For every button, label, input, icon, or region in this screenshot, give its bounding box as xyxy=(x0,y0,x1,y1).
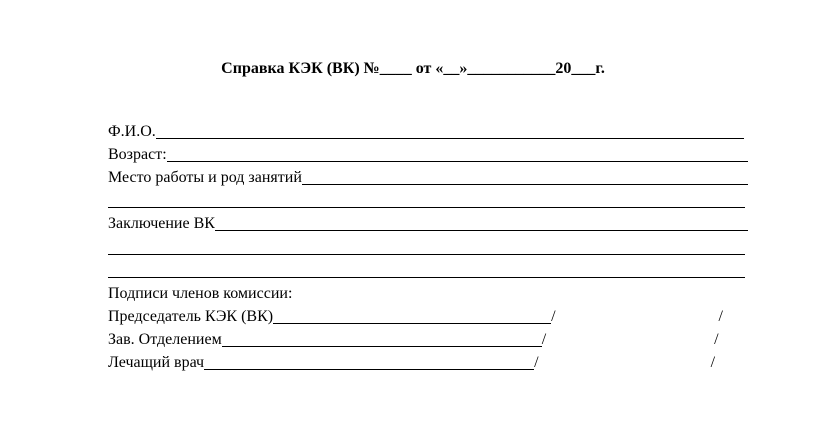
age-label: Возраст: xyxy=(108,146,167,163)
workplace-label: Место работы и род занятий xyxy=(108,169,302,186)
conclusion-blank-continued-2[interactable] xyxy=(108,276,745,278)
attending-doctor-slash-left: / xyxy=(534,354,539,371)
chairman-slash-left: / xyxy=(551,308,556,325)
attending-doctor-label: Лечащий врач xyxy=(108,354,205,371)
fio-line xyxy=(108,121,744,141)
signatures-heading: Подписи членов комиссии: xyxy=(108,285,293,302)
age-line xyxy=(108,144,748,164)
department-head-line xyxy=(108,329,748,349)
department-head-slash-right: / xyxy=(714,331,719,348)
conclusion-blank-continued-1[interactable] xyxy=(108,253,745,255)
department-head-signature-blank[interactable] xyxy=(222,331,542,347)
chairman-signature-blank[interactable] xyxy=(273,308,551,324)
signatures-heading-line xyxy=(108,283,508,303)
department-head-slash-left: / xyxy=(541,331,547,348)
age-blank[interactable] xyxy=(167,146,748,162)
workplace-blank[interactable] xyxy=(302,169,748,185)
department-head-label: Зав. Отделением xyxy=(108,331,222,348)
fio-label: Ф.И.О. xyxy=(108,123,156,140)
document-title: Справка КЭК (ВК) №____ от «__»___________20___г. xyxy=(221,60,605,77)
workplace-blank-continued[interactable] xyxy=(108,206,745,208)
conclusion-blank[interactable] xyxy=(215,215,748,231)
fio-blank[interactable] xyxy=(156,123,744,139)
conclusion-line xyxy=(108,213,748,233)
attending-doctor-signature-blank[interactable] xyxy=(204,354,534,370)
chairman-label: Председатель КЭК (ВК) xyxy=(108,308,274,325)
conclusion-label: Заключение ВК xyxy=(108,215,215,232)
attending-doctor-slash-right: / xyxy=(710,354,716,371)
chairman-slash-right: / xyxy=(718,308,723,325)
attending-doctor-line xyxy=(108,352,748,372)
workplace-line xyxy=(108,167,748,187)
chairman-line xyxy=(108,306,748,326)
